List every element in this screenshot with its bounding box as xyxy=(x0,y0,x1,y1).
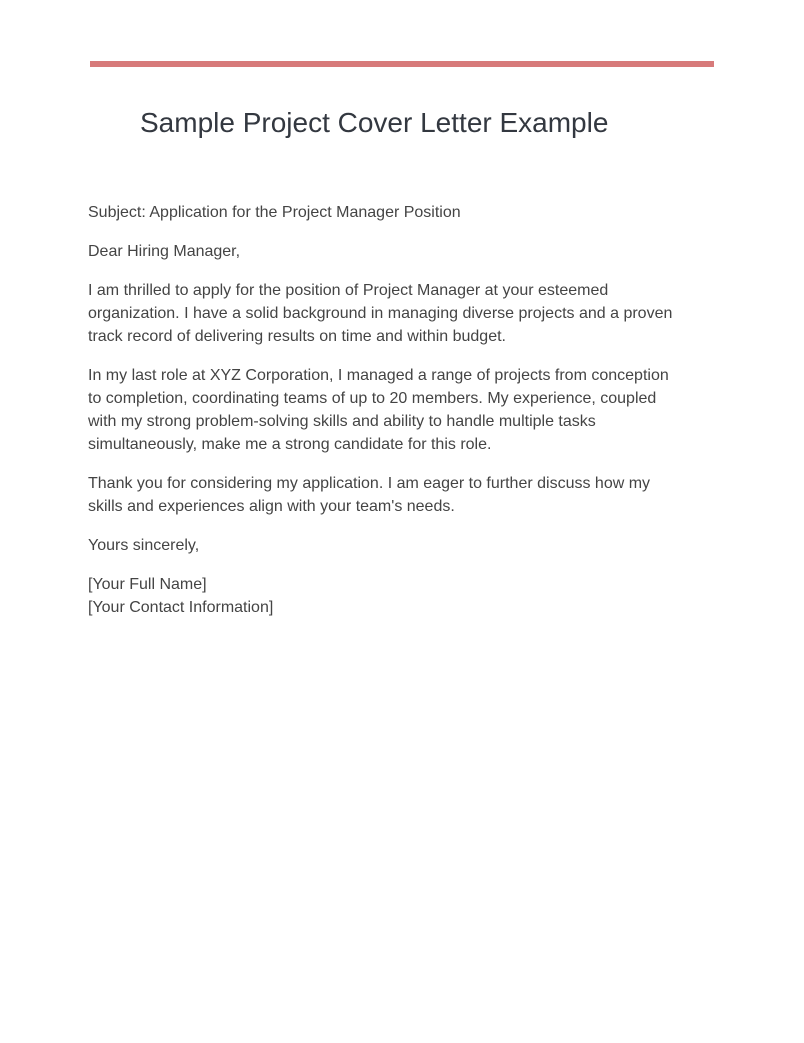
text-line: to completion, coordinating teams of up to 20 members. My experience, coupled xyxy=(88,390,657,407)
text-line: Dear Hiring Manager, xyxy=(88,243,241,260)
subject-line xyxy=(88,201,728,224)
text-line: I am thrilled to apply for the position of Project Manager at your esteemed xyxy=(88,282,609,299)
salutation xyxy=(88,240,728,263)
text-line: [Your Full Name] xyxy=(88,576,207,593)
sign-off xyxy=(88,534,728,557)
text-line: skills and experiences align with your team's needs. xyxy=(88,498,455,515)
text-line: track record of delivering results on time and within budget. xyxy=(88,328,506,345)
text-line: Yours sincerely, xyxy=(88,537,200,554)
text-line: with my strong problem-solving skills and ability to handle multiple tasks xyxy=(88,413,596,430)
text-line: simultaneously, make me a strong candidate for this role. xyxy=(88,436,492,453)
paragraph-closing xyxy=(88,472,728,518)
text-line: Subject: Application for the Project Manager Position xyxy=(88,204,461,221)
accent-bar xyxy=(90,61,714,67)
text-line: organization. I have a solid background in managing diverse projects and a proven xyxy=(88,305,673,322)
page-title: Sample Project Cover Letter Example xyxy=(140,107,609,138)
text-line: [Your Contact Information] xyxy=(88,599,274,616)
text-line: In my last role at XYZ Corporation, I managed a range of projects from conception xyxy=(88,367,669,384)
paragraph-experience xyxy=(88,364,728,456)
paragraph-intro xyxy=(88,279,728,348)
signature-block xyxy=(88,573,728,619)
text-line: Thank you for considering my application. I am eager to further discuss how my xyxy=(88,475,651,492)
letter-body xyxy=(88,201,728,635)
